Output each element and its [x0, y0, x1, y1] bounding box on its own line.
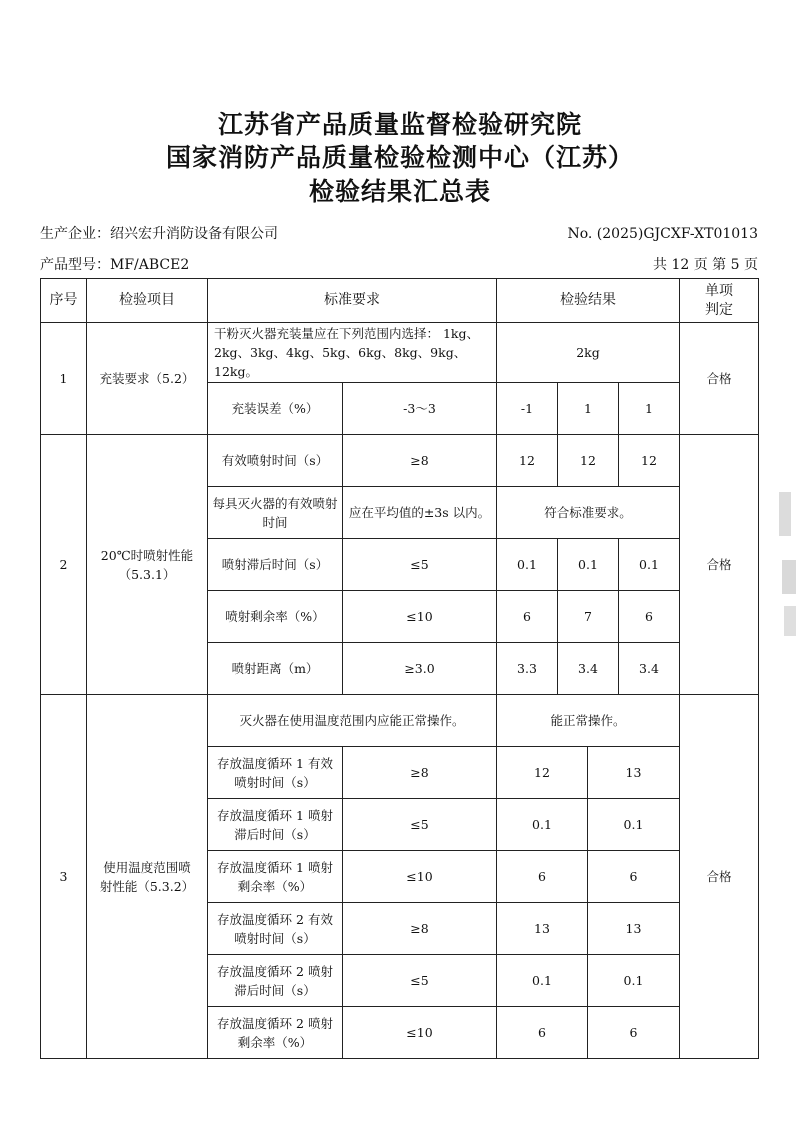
table-row — [41, 695, 759, 747]
requirement-cell: ≥8 — [343, 747, 497, 799]
value-cell: 0.1 — [558, 539, 619, 591]
value-cell: 1 — [558, 383, 619, 435]
sub-item-cell: 存放温度循环 1 喷射剩余率（%） — [208, 851, 343, 903]
scan-artifact-mark — [779, 492, 791, 536]
requirement-cell: 应在平均值的±3s 以内。 — [343, 487, 497, 539]
value-cell: 0.1 — [588, 955, 680, 1007]
value-cell: 6 — [619, 591, 680, 643]
sub-item-cell: 充装误差（%） — [208, 383, 343, 435]
value-cell: 3.3 — [497, 643, 558, 695]
result-cell: 能正常操作。 — [497, 695, 680, 747]
requirement-cell: ≤10 — [343, 1007, 497, 1059]
sub-item-cell: 喷射距离（m） — [208, 643, 343, 695]
verdict-cell: 合格 — [680, 323, 759, 435]
requirement-cell: ≥3.0 — [343, 643, 497, 695]
value-cell: 1 — [619, 383, 680, 435]
seq-cell: 2 — [41, 435, 87, 695]
sub-item-cell: 喷射滞后时间（s） — [208, 539, 343, 591]
value-cell: 13 — [588, 903, 680, 955]
table-row — [41, 435, 759, 487]
value-cell: 12 — [497, 435, 558, 487]
requirement-cell: ≤5 — [343, 539, 497, 591]
item-cell: 使用温度范围喷 射性能（5.3.2） — [87, 695, 208, 1059]
value-cell: 6 — [497, 591, 558, 643]
sub-item-cell: 存放温度循环 1 有效喷射时间（s） — [208, 747, 343, 799]
value-cell: 12 — [558, 435, 619, 487]
value-cell: 6 — [497, 851, 588, 903]
value-cell: 6 — [497, 1007, 588, 1059]
value-cell: 12 — [619, 435, 680, 487]
header-standard: 标准要求 — [208, 279, 497, 323]
results-table — [40, 278, 759, 1059]
item-cell: 20℃时喷射性能 （5.3.1） — [87, 435, 208, 695]
header-verdict: 单项 判定 — [680, 279, 759, 323]
document-title: 检验结果汇总表 — [308, 177, 491, 206]
value-cell: 6 — [588, 851, 680, 903]
value-cell: 0.1 — [497, 539, 558, 591]
report-number: No. (2025)GJCXF-XT01013 — [567, 226, 758, 242]
sub-item-cell: 喷射剩余率（%） — [208, 591, 343, 643]
value-cell: 13 — [497, 903, 588, 955]
requirement-cell: ≤5 — [343, 955, 497, 1007]
value-cell: 13 — [588, 747, 680, 799]
requirement-cell: ≥8 — [343, 903, 497, 955]
value-cell: 7 — [558, 591, 619, 643]
verdict-cell: 合格 — [680, 695, 759, 1059]
sub-item-cell: 存放温度循环 1 喷射滞后时间（s） — [208, 799, 343, 851]
requirement-cell: 干粉灭火器充装量应在下列范围内选择： 1kg、2kg、3kg、4kg、5kg、6kg、8kg、9kg、12kg。 — [208, 323, 497, 383]
value-cell: 0.1 — [588, 799, 680, 851]
org-title-line2: 国家消防产品质量检验检测中心（江苏） — [165, 143, 634, 172]
requirement-cell: -3～3 — [343, 383, 497, 435]
manufacturer: 生产企业：绍兴宏升消防设备有限公司 — [40, 226, 278, 242]
header-item: 检验项目 — [87, 279, 208, 323]
result-cell: 符合标准要求。 — [497, 487, 680, 539]
scan-artifact-mark — [784, 606, 796, 636]
value-cell: 0.1 — [619, 539, 680, 591]
item-cell: 充装要求（5.2） — [87, 323, 208, 435]
result-cell: 2kg — [497, 323, 680, 383]
requirement-cell: ≥8 — [343, 435, 497, 487]
sub-item-cell: 存放温度循环 2 有效喷射时间（s） — [208, 903, 343, 955]
org-title-line1: 江苏省产品质量监督检验研究院 — [217, 110, 582, 139]
table-row — [41, 323, 759, 383]
value-cell: 0.1 — [497, 799, 588, 851]
requirement-cell: ≤10 — [343, 851, 497, 903]
requirement-cell: ≤5 — [343, 799, 497, 851]
scan-artifact-mark — [782, 560, 796, 594]
seq-cell: 1 — [41, 323, 87, 435]
value-cell: 3.4 — [558, 643, 619, 695]
value-cell: 0.1 — [497, 955, 588, 1007]
header-seq: 序号 — [41, 279, 87, 323]
sub-item-cell: 每具灭火器的有效喷射时间 — [208, 487, 343, 539]
product-model: 产品型号：MF/ABCE2 — [40, 257, 190, 273]
verdict-cell: 合格 — [680, 435, 759, 695]
value-cell: 3.4 — [619, 643, 680, 695]
table-header-row — [41, 279, 759, 323]
requirement-cell: ≤10 — [343, 591, 497, 643]
sub-item-cell: 存放温度循环 2 喷射滞后时间（s） — [208, 955, 343, 1007]
value-cell: -1 — [497, 383, 558, 435]
sub-item-cell: 存放温度循环 2 喷射剩余率（%） — [208, 1007, 343, 1059]
requirement-cell: 灭火器在使用温度范围内应能正常操作。 — [208, 695, 497, 747]
seq-cell: 3 — [41, 695, 87, 1059]
value-cell: 12 — [497, 747, 588, 799]
header-result: 检验结果 — [497, 279, 680, 323]
page-info: 共 12 页 第 5 页 — [653, 257, 758, 273]
value-cell: 6 — [588, 1007, 680, 1059]
sub-item-cell: 有效喷射时间（s） — [208, 435, 343, 487]
